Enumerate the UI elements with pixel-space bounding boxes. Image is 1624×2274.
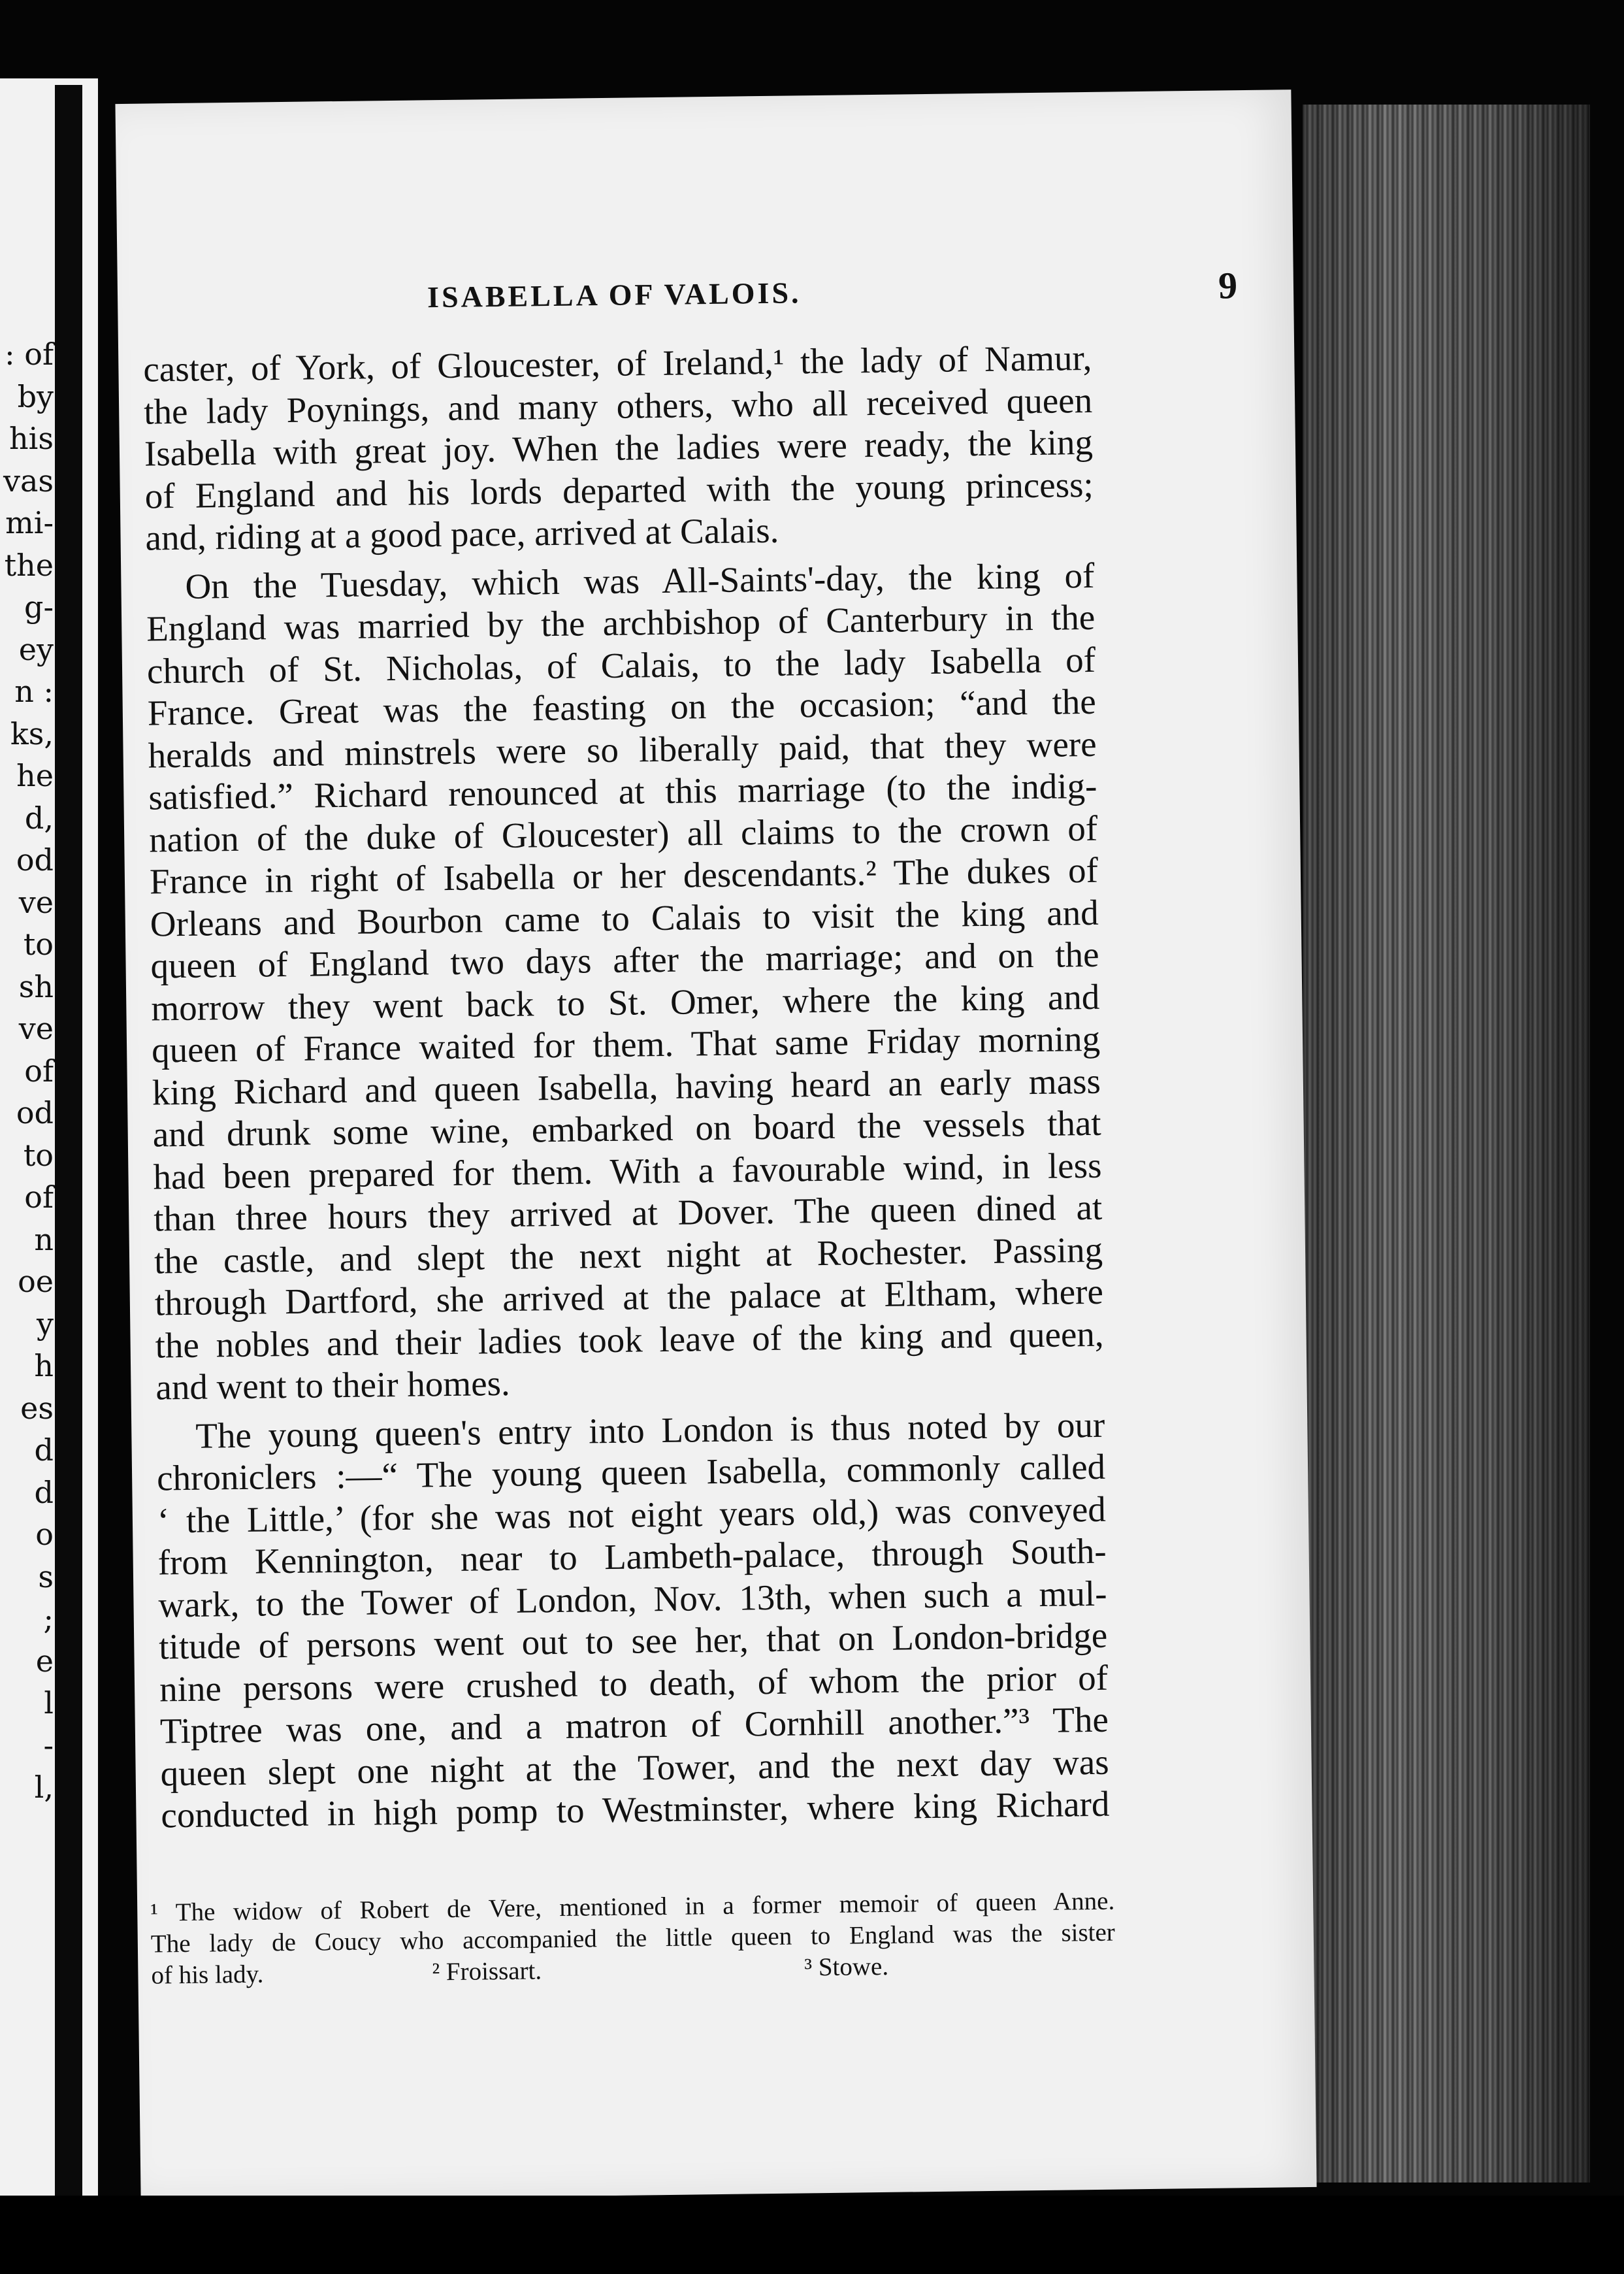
text-line: conducted in high pomp to Westminster, where king Richard (161, 1783, 1110, 1836)
previous-page-fragment: to (23, 927, 54, 962)
previous-page-fragment: ks, (10, 716, 54, 751)
text-line: France in right of Isabella or her descendants.² The dukes of (149, 849, 1099, 902)
previous-page-fragment: s (38, 1558, 54, 1594)
text-line: queen slept one night at the Tower, and the next day was (160, 1741, 1109, 1793)
running-header (427, 263, 1238, 325)
text-line: and drunk some wine, embarked on board the vessels that (152, 1102, 1101, 1155)
running-title: ISABELLA OF VALOIS. (427, 276, 802, 314)
previous-page-fragment: by (17, 378, 54, 414)
previous-page-fragment: of (24, 1053, 54, 1089)
previous-page-fragment: n : (14, 674, 54, 709)
previous-page-fragment: he (16, 758, 54, 793)
page-number: 9 (1218, 264, 1238, 307)
text-line: satisfied.” Richard renounced at this marriage (to the indig- (148, 765, 1097, 817)
book-gutter (55, 85, 82, 2196)
previous-page-fragment: n (34, 1221, 54, 1257)
previous-page-fragment: ; (43, 1601, 54, 1636)
text-line: and, riding at a good pace, arrived at Calais. (145, 510, 779, 558)
page-edges-shading (1303, 105, 1590, 2183)
footnote-2: ² Froissart. (432, 1956, 542, 1986)
text-line: and went to their homes. (155, 1362, 511, 1408)
text-line: nine persons were crushed to death, of whom the prior of (159, 1657, 1109, 1709)
text-line: through Dartford, she arrived at the palace at Eltham, where (154, 1271, 1104, 1323)
previous-page-fragment: to (23, 1137, 54, 1173)
previous-page-fragment: - (43, 1727, 54, 1763)
text-line: church of St. Nicholas, of Calais, to the lady Isabella of (146, 639, 1096, 691)
previous-page-fragment: oe (18, 1264, 54, 1299)
paragraph (156, 1404, 1110, 1837)
previous-page-fragment: the (4, 547, 54, 583)
text-line: from Kennington, near to Lambeth-palace, through South- (157, 1530, 1107, 1583)
previous-page-fragment: o (35, 1517, 54, 1552)
previous-page-fragment: d (34, 1432, 54, 1468)
text-line: wark, to the Tower of London, Nov. 13th, when such a mul- (158, 1573, 1107, 1624)
previous-page-fragment: of (24, 1179, 54, 1215)
paragraph (146, 554, 1105, 1409)
previous-page-fragment: h (34, 1348, 54, 1383)
previous-page-fragment: mi- (5, 505, 54, 540)
previous-page-fragment: sh (18, 968, 54, 1004)
previous-page-fragment: ve (18, 1011, 54, 1046)
text-line: king Richard and queen Isabella, having heard an early mass (152, 1061, 1101, 1113)
previous-page-fragment: : of (5, 337, 54, 372)
previous-page-fragment: ey (18, 631, 54, 667)
text-line: queen of England two days after the marriage; and on the (150, 934, 1099, 986)
text-line: heralds and minstrels were so liberally paid, that they were (148, 723, 1097, 776)
previous-page-fragment: l, (34, 1770, 54, 1805)
footnote-1-line-1: ¹ The widow of Robert de Vere, mentioned in a former memoir of queen Anne. (150, 1887, 1115, 1927)
text-line: the castle, and slept the next night at Rochester. Passing (154, 1229, 1103, 1281)
scan-bottom-border (0, 2196, 1624, 2274)
text-line: Orleans and Bourbon came to Calais to visit the king and (150, 892, 1099, 944)
text-line: ‘ the Little,’ (for she was not eight years old,) was conveyed (157, 1489, 1107, 1540)
text-line: caster, of York, of Gloucester, of Ireland,¹ the lady of Namur, (143, 337, 1092, 389)
text-line: queen of France waited for them. That same Friday morning (151, 1018, 1101, 1070)
previous-page-fragment: his (9, 421, 54, 456)
previous-page-fragment: od (16, 842, 54, 878)
text-line: of England and his lords departed with the young princess; (144, 464, 1094, 516)
previous-page-fragment: d, (24, 800, 54, 836)
book-page (115, 90, 1316, 2201)
text-line: France. Great was the feasting on the occasion; “and the (147, 681, 1097, 733)
text-line: had been prepared for them. With a favourable wind, in less (153, 1145, 1102, 1197)
footnote-3: ³ Stowe. (804, 1952, 889, 1982)
previous-page-fragment: g- (24, 589, 54, 625)
text-line: On the Tuesday, which was All-Saints'-day, the king of (185, 555, 1095, 606)
previous-page-fragment: ve (18, 884, 54, 920)
previous-page-fragment: d (34, 1474, 54, 1510)
text-line: titude of persons went out to see her, that on London-bridge (158, 1615, 1108, 1667)
previous-page-fragment: l (44, 1685, 54, 1721)
text-line: nation of the duke of Gloucester) all claims to the crown of (148, 808, 1098, 860)
body-text (143, 337, 1110, 1837)
previous-page-fragment: y (37, 1306, 54, 1342)
footnotes (150, 1886, 1116, 1992)
text-line: Isabella with great joy. When the ladies were ready, the king (144, 421, 1094, 474)
text-line: England was married by the archbishop of Canterbury in the (146, 597, 1096, 649)
previous-page-fragment: e (35, 1643, 54, 1679)
text-line: morrow they went back to St. Omer, where the king and (150, 976, 1100, 1029)
text-line: the nobles and their ladies took leave of the king and queen, (155, 1313, 1104, 1366)
paragraph (143, 337, 1094, 559)
footnote-1-line-2: The lady de Coucy who accompanied the little queen to England was the sister (150, 1918, 1116, 1958)
text-line: the lady Poynings, and many others, who all received queen (143, 380, 1093, 432)
previous-page-edge (0, 78, 98, 2196)
text-line: than three hours they arrived at Dover. The queen dined at (153, 1187, 1103, 1239)
previous-page-fragment: es (20, 1390, 54, 1426)
text-line: The young queen's entry into London is thus noted by our (195, 1404, 1105, 1456)
text-line: Tiptree was one, and a matron of Cornhill another.”³ The (159, 1699, 1109, 1751)
footnote-1-line-3: of his lady. (151, 1960, 264, 1990)
previous-page-fragment: vas (3, 463, 54, 499)
previous-page-fragment: od (16, 1095, 54, 1130)
text-line: chroniclers :—“ The young queen Isabella, commonly called (156, 1446, 1106, 1498)
previous-page-text-fragments (0, 78, 55, 2196)
